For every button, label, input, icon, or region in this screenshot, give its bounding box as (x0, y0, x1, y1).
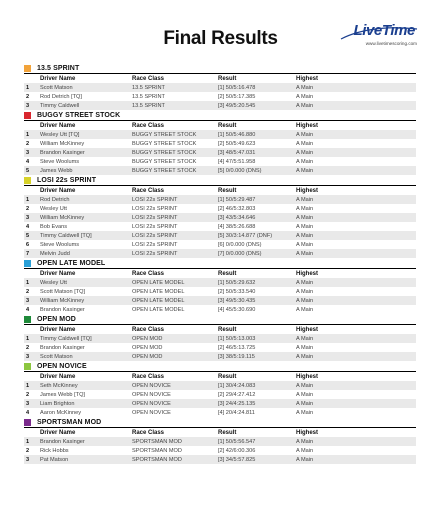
highest-header: Highest (296, 187, 319, 194)
driver-name-cell: Scott Matson (40, 353, 73, 360)
result-cell: [3] 49/5:20.545 (218, 102, 256, 109)
table-row (24, 231, 416, 240)
race-class-cell: OPEN NOVICE (132, 409, 171, 416)
class-color-swatch (24, 316, 31, 323)
race-class-header: Race Class (132, 187, 165, 194)
driver-name-cell: William McKinney (40, 140, 85, 147)
race-class-cell: BUGGY STREET STOCK (132, 158, 197, 165)
position-cell: 1 (26, 279, 30, 286)
race-class-cell: BUGGY STREET STOCK (132, 131, 197, 138)
result-section (24, 111, 416, 176)
race-class-cell: OPEN MOD (132, 344, 163, 351)
section-title: OPEN NOVICE (37, 363, 87, 370)
driver-name-cell: Brandon Kasinger (40, 149, 85, 156)
result-cell: [6] 0/0.000 (DNS) (218, 241, 262, 248)
table-row (24, 240, 416, 249)
column-header-row (24, 74, 416, 83)
position-cell: 1 (26, 131, 30, 138)
highest-header: Highest (296, 122, 319, 129)
position-cell: 4 (26, 306, 30, 313)
driver-name-cell: Rick Hobbs (40, 447, 69, 454)
result-cell: [3] 24/4:25.135 (218, 400, 256, 407)
highest-cell: A Main (296, 438, 314, 445)
position-cell: 7 (26, 250, 30, 257)
result-cell: [2] 46/5:32.803 (218, 205, 256, 212)
livetime-logo (337, 22, 419, 52)
race-class-cell: OPEN LATE MODEL (132, 279, 185, 286)
position-cell: 3 (26, 102, 30, 109)
section-title: BUGGY STREET STOCK (37, 112, 121, 119)
driver-name-cell: Pat Matson (40, 456, 69, 463)
race-class-cell: LOSI 22s SPRINT (132, 232, 178, 239)
table-row (24, 390, 416, 399)
highest-cell: A Main (296, 205, 314, 212)
result-cell: [5] 30/3:14.877 (DNF) (218, 232, 273, 239)
table-row (24, 399, 416, 408)
highest-cell: A Main (296, 149, 314, 156)
race-class-cell: 13.5 SPRINT (132, 93, 165, 100)
position-cell: 1 (26, 335, 30, 342)
driver-name-cell: Brandon Kasinger (40, 306, 85, 313)
result-cell: [1] 50/5:56.547 (218, 438, 256, 445)
race-class-cell: SPORTSMAN MOD (132, 447, 182, 454)
section-title: OPEN MOD (37, 316, 76, 323)
table-row (24, 166, 416, 175)
result-cell: [1] 30/4:24.083 (218, 382, 256, 389)
position-cell: 2 (26, 447, 30, 454)
result-section (24, 315, 416, 362)
position-cell: 2 (26, 93, 30, 100)
table-row (24, 195, 416, 204)
column-header-row (24, 428, 416, 437)
column-header-row (24, 325, 416, 334)
race-class-cell: LOSI 22s SPRINT (132, 196, 178, 203)
driver-name-cell: Timmy Caldwell [TQ] (40, 232, 92, 239)
position-cell: 3 (26, 214, 30, 221)
position-cell: 2 (26, 140, 30, 147)
driver-name-header: Driver Name (40, 373, 76, 380)
highest-cell: A Main (296, 382, 314, 389)
table-row (24, 334, 416, 343)
driver-name-cell: James Webb [TQ] (40, 391, 85, 398)
column-header-row (24, 372, 416, 381)
result-header: Result (218, 270, 237, 277)
section-title: SPORTSMAN MOD (37, 419, 102, 426)
result-header: Result (218, 187, 237, 194)
race-class-cell: BUGGY STREET STOCK (132, 140, 197, 147)
section-spacer (24, 464, 416, 465)
position-cell: 4 (26, 409, 30, 416)
position-cell: 5 (26, 232, 30, 239)
position-cell: 3 (26, 297, 30, 304)
highest-cell: A Main (296, 158, 314, 165)
highest-header: Highest (296, 326, 319, 333)
section-title: OPEN LATE MODEL (37, 260, 106, 267)
highest-header: Highest (296, 429, 319, 436)
highest-header: Highest (296, 75, 319, 82)
table-row (24, 437, 416, 446)
highest-cell: A Main (296, 232, 314, 239)
table-row (24, 222, 416, 231)
result-cell: [4] 38/5:26.688 (218, 223, 256, 230)
driver-name-cell: Brandon Kasinger (40, 438, 85, 445)
highest-cell: A Main (296, 196, 314, 203)
driver-name-header: Driver Name (40, 187, 76, 194)
result-header: Result (218, 429, 237, 436)
race-class-cell: OPEN NOVICE (132, 400, 171, 407)
results-list (24, 64, 416, 465)
driver-name-cell: Aaron McKinney (40, 409, 82, 416)
section-header (24, 315, 416, 325)
table-row (24, 296, 416, 305)
driver-name-cell: Rod Detrich (40, 196, 70, 203)
position-cell: 1 (26, 438, 30, 445)
driver-name-cell: Brandon Kasinger (40, 344, 85, 351)
highest-cell: A Main (296, 447, 314, 454)
race-class-header: Race Class (132, 75, 165, 82)
driver-name-cell: Rod Detrich [TQ] (40, 93, 82, 100)
position-cell: 3 (26, 353, 30, 360)
highest-cell: A Main (296, 250, 314, 257)
driver-name-header: Driver Name (40, 429, 76, 436)
table-row (24, 139, 416, 148)
race-class-cell: OPEN LATE MODEL (132, 306, 185, 313)
position-cell: 4 (26, 158, 30, 165)
section-header (24, 176, 416, 186)
race-class-cell: SPORTSMAN MOD (132, 456, 182, 463)
highest-cell: A Main (296, 102, 314, 109)
driver-name-cell: Steve Woolums (40, 158, 80, 165)
highest-cell: A Main (296, 93, 314, 100)
highest-cell: A Main (296, 288, 314, 295)
race-class-cell: LOSI 22s SPRINT (132, 250, 178, 257)
result-cell: [1] 50/5:29.487 (218, 196, 256, 203)
race-class-cell: OPEN MOD (132, 353, 163, 360)
result-cell: [1] 50/5:46.880 (218, 131, 256, 138)
table-row (24, 287, 416, 296)
result-section (24, 418, 416, 465)
column-header-row (24, 121, 416, 130)
table-row (24, 130, 416, 139)
result-cell: [2] 50/5:49.623 (218, 140, 256, 147)
driver-name-cell: Wesley Utt (40, 279, 67, 286)
race-class-cell: SPORTSMAN MOD (132, 438, 182, 445)
logo-brand: LiveTime (353, 22, 415, 39)
result-section (24, 259, 416, 315)
highest-cell: A Main (296, 167, 314, 174)
race-class-cell: OPEN LATE MODEL (132, 297, 185, 304)
position-cell: 1 (26, 382, 30, 389)
table-row (24, 446, 416, 455)
table-row (24, 305, 416, 314)
driver-name-cell: Liam Brighton (40, 400, 75, 407)
driver-name-cell: Scott Matson (40, 84, 73, 91)
highest-cell: A Main (296, 400, 314, 407)
highest-cell: A Main (296, 335, 314, 342)
result-section (24, 176, 416, 259)
result-cell: [2] 50/5:33.540 (218, 288, 256, 295)
section-header (24, 259, 416, 269)
section-title: 13.5 SPRINT (37, 65, 80, 72)
result-cell: [1] 50/5:16.478 (218, 84, 256, 91)
class-color-swatch (24, 177, 31, 184)
table-row (24, 278, 416, 287)
result-header: Result (218, 122, 237, 129)
column-header-row (24, 269, 416, 278)
result-cell: [4] 20/4:24.811 (218, 409, 255, 416)
race-class-cell: LOSI 22s SPRINT (132, 205, 178, 212)
table-row (24, 213, 416, 222)
race-class-cell: 13.5 SPRINT (132, 84, 165, 91)
section-header (24, 64, 416, 74)
column-header-row (24, 186, 416, 195)
table-row (24, 204, 416, 213)
table-row (24, 343, 416, 352)
table-row (24, 83, 416, 92)
highest-cell: A Main (296, 306, 314, 313)
result-header: Result (218, 373, 237, 380)
race-class-cell: 13.5 SPRINT (132, 102, 165, 109)
class-color-swatch (24, 419, 31, 426)
race-class-cell: BUGGY STREET STOCK (132, 167, 197, 174)
position-cell: 3 (26, 456, 30, 463)
position-cell: 1 (26, 196, 30, 203)
driver-name-header: Driver Name (40, 270, 76, 277)
driver-name-cell: Melvin Judd (40, 250, 70, 257)
class-color-swatch (24, 112, 31, 119)
result-cell: [7] 0/0.000 (DNS) (218, 250, 262, 257)
highest-cell: A Main (296, 409, 314, 416)
highest-cell: A Main (296, 391, 314, 398)
highest-cell: A Main (296, 456, 314, 463)
driver-name-cell: Seth McKinney (40, 382, 78, 389)
highest-cell: A Main (296, 131, 314, 138)
position-cell: 2 (26, 344, 30, 351)
section-header (24, 362, 416, 372)
result-cell: [4] 47/5:51.958 (218, 158, 256, 165)
result-cell: [2] 50/5:17.385 (218, 93, 256, 100)
table-row (24, 352, 416, 361)
table-row (24, 148, 416, 157)
page-title: Final Results (163, 28, 278, 49)
section-header (24, 418, 416, 428)
race-class-cell: OPEN NOVICE (132, 391, 171, 398)
race-class-header: Race Class (132, 373, 165, 380)
result-header: Result (218, 326, 237, 333)
highest-cell: A Main (296, 297, 314, 304)
table-row (24, 408, 416, 417)
highest-cell: A Main (296, 241, 314, 248)
driver-name-cell: James Webb (40, 167, 73, 174)
class-color-swatch (24, 363, 31, 370)
highest-cell: A Main (296, 140, 314, 147)
driver-name-cell: Wesley Utt (40, 205, 67, 212)
race-class-cell: LOSI 22s SPRINT (132, 223, 178, 230)
race-class-header: Race Class (132, 270, 165, 277)
section-title: LOSI 22s SPRINT (37, 177, 97, 184)
driver-name-cell: Scott Matson [TQ] (40, 288, 86, 295)
table-row (24, 249, 416, 258)
highest-cell: A Main (296, 223, 314, 230)
section-header (24, 111, 416, 121)
result-cell: [2] 46/5:13.725 (218, 344, 256, 351)
result-cell: [2] 29/4:27.412 (218, 391, 256, 398)
highest-cell: A Main (296, 279, 314, 286)
result-cell: [1] 50/5:29.632 (218, 279, 256, 286)
table-row (24, 101, 416, 110)
highest-header: Highest (296, 270, 319, 277)
table-row (24, 157, 416, 166)
driver-name-cell: Wesley Utt [TQ] (40, 131, 80, 138)
driver-name-header: Driver Name (40, 326, 76, 333)
race-class-header: Race Class (132, 122, 165, 129)
result-header: Result (218, 75, 237, 82)
race-class-cell: OPEN NOVICE (132, 382, 171, 389)
race-class-cell: OPEN MOD (132, 335, 163, 342)
table-row (24, 92, 416, 101)
race-class-cell: LOSI 22s SPRINT (132, 214, 178, 221)
result-section (24, 64, 416, 111)
highest-cell: A Main (296, 84, 314, 91)
driver-name-header: Driver Name (40, 75, 76, 82)
table-row (24, 455, 416, 464)
result-cell: [3] 34/5:57.825 (218, 456, 256, 463)
class-color-swatch (24, 65, 31, 72)
result-cell: [3] 49/5:30.435 (218, 297, 256, 304)
race-class-cell: OPEN LATE MODEL (132, 288, 185, 295)
driver-name-cell: William McKinney (40, 297, 85, 304)
result-cell: [5] 0/0.000 (DNS) (218, 167, 262, 174)
result-cell: [1] 50/5:13.003 (218, 335, 256, 342)
position-cell: 3 (26, 149, 30, 156)
driver-name-cell: Timmy Caldwell [TQ] (40, 335, 92, 342)
table-row (24, 381, 416, 390)
report-header (0, 0, 441, 58)
result-cell: [3] 43/5:34.646 (218, 214, 256, 221)
result-cell: [4] 45/5:30.690 (218, 306, 256, 313)
driver-name-cell: Bob Evans (40, 223, 68, 230)
result-cell: [3] 38/5:19.115 (218, 353, 255, 360)
position-cell: 2 (26, 391, 30, 398)
position-cell: 4 (26, 223, 30, 230)
result-cell: [3] 48/5:47.031 (218, 149, 256, 156)
highest-cell: A Main (296, 353, 314, 360)
class-color-swatch (24, 260, 31, 267)
result-section (24, 362, 416, 418)
position-cell: 5 (26, 167, 30, 174)
race-class-cell: BUGGY STREET STOCK (132, 149, 197, 156)
race-class-header: Race Class (132, 326, 165, 333)
race-class-cell: LOSI 22s SPRINT (132, 241, 178, 248)
driver-name-cell: Steve Woolums (40, 241, 80, 248)
result-cell: [2] 42/6:00.306 (218, 447, 256, 454)
driver-name-header: Driver Name (40, 122, 76, 129)
position-cell: 3 (26, 400, 30, 407)
race-class-header: Race Class (132, 429, 165, 436)
position-cell: 2 (26, 205, 30, 212)
position-cell: 1 (26, 84, 30, 91)
driver-name-cell: William McKinney (40, 214, 85, 221)
driver-name-cell: Timmy Caldwell (40, 102, 80, 109)
highest-header: Highest (296, 373, 319, 380)
position-cell: 2 (26, 288, 30, 295)
highest-cell: A Main (296, 214, 314, 221)
logo-url: www.livetimescoring.com (365, 41, 417, 46)
highest-cell: A Main (296, 344, 314, 351)
position-cell: 6 (26, 241, 30, 248)
